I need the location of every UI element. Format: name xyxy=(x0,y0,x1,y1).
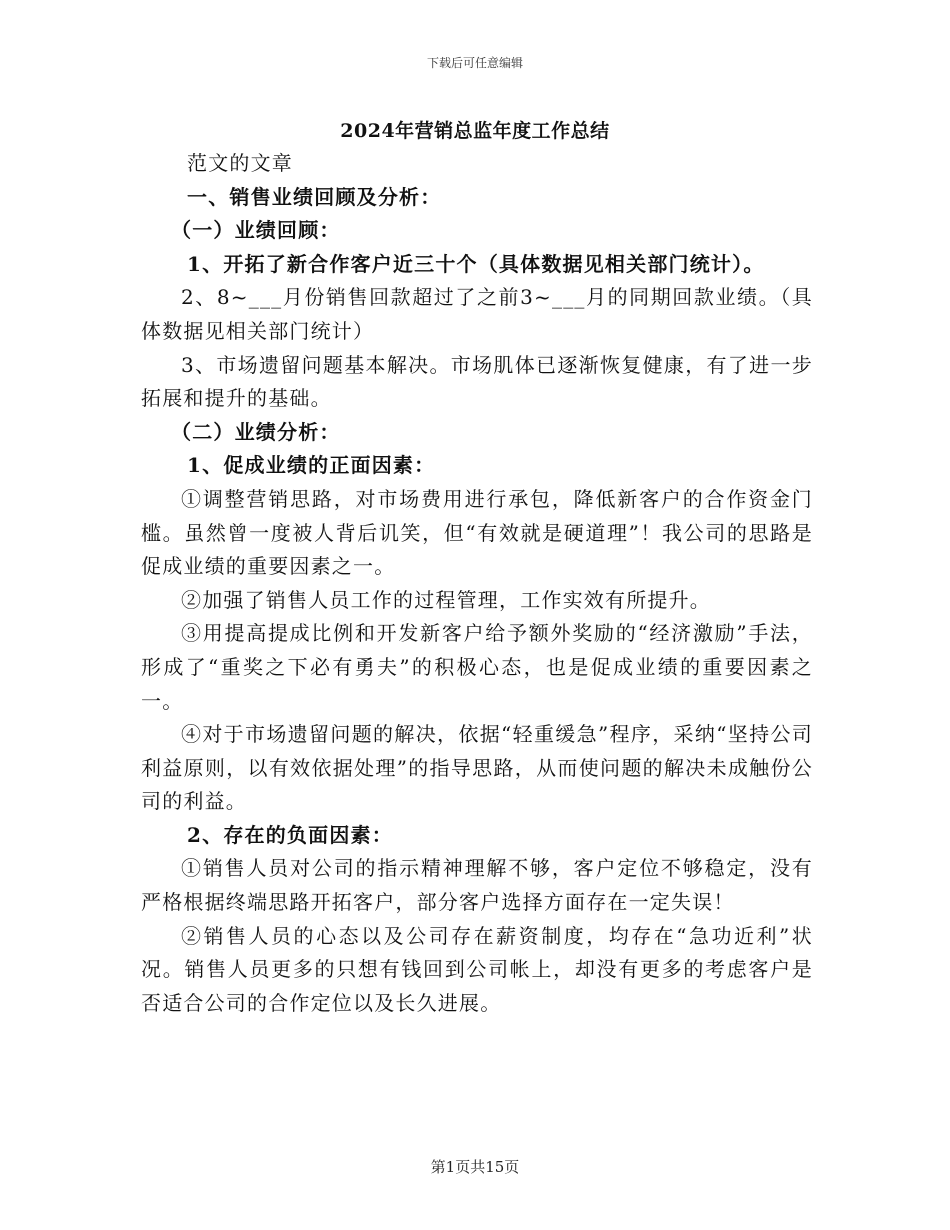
page-footer: 第1页共15页 xyxy=(430,1158,520,1176)
item-heading-2: 1、促成业绩的正面因素： xyxy=(187,453,436,478)
paragraph-8: ②销售人员的心态以及公司存在薪资制度，均存在“急功近利”状况。销售人员更多的只想有钱回到公司帐上，却没有更多的考虑客户是否适合公司的合作定位以及长久进展。 xyxy=(141,923,813,1015)
document-body xyxy=(141,147,813,1020)
paragraph-7: ①销售人员对公司的指示精神理解不够，客户定位不够稳定，没有严格根据终端思路开拓客户，部分客户选择方面存在一定失误！ xyxy=(141,856,813,915)
item-heading-1: 1、开拓了新合作客户近三十个（具体数据见相关部门统计）。 xyxy=(187,251,765,276)
paragraph-2: 3、市场遗留问题基本解决。市场肌体已逐渐恢复健康，有了进一步拓展和提升的基础。 xyxy=(141,352,813,411)
paragraph-1: 2、8~___月份销售回款超过了之前3~___月的同期回款业绩。（具体数据见相关部门统计） xyxy=(141,285,813,343)
paragraph-4: ②加强了销售人员工作的过程管理，工作实效有所提升。 xyxy=(181,587,711,612)
document-title: 2024年营销总监年度工作总结 xyxy=(340,120,610,142)
paragraph-5: ③用提高提成比例和开发新客户给予额外奖励的“经济激励”手法，形成了“重奖之下必有勇夫”的积极心态，也是促成业绩的重要因素之一。 xyxy=(141,621,813,713)
subsection-heading-2: （二）业绩分析： xyxy=(171,419,341,444)
section-heading-1: 一、销售业绩回顾及分析： xyxy=(187,184,442,209)
subtitle-line: 范文的文章 xyxy=(187,151,293,175)
header-note: 下载后可任意编辑 xyxy=(426,56,523,70)
item-heading-3: 2、存在的负面因素： xyxy=(187,822,393,847)
paragraph-3: ①调整营销思路，对市场费用进行承包，降低新客户的合作资金门槛。虽然曾一度被人背后讥笑，但“有效就是硬道理”！我公司的思路是促成业绩的重要因素之一。 xyxy=(141,486,813,579)
paragraph-6: ④对于市场遗留问题的解决，依据“轻重缓急”程序，采纳“坚持公司利益原则，以有效依据处理”的指导思路，从而使问题的解决未成触份公司的利益。 xyxy=(141,722,813,814)
subsection-heading-1: （一）业绩回顾： xyxy=(171,218,341,243)
